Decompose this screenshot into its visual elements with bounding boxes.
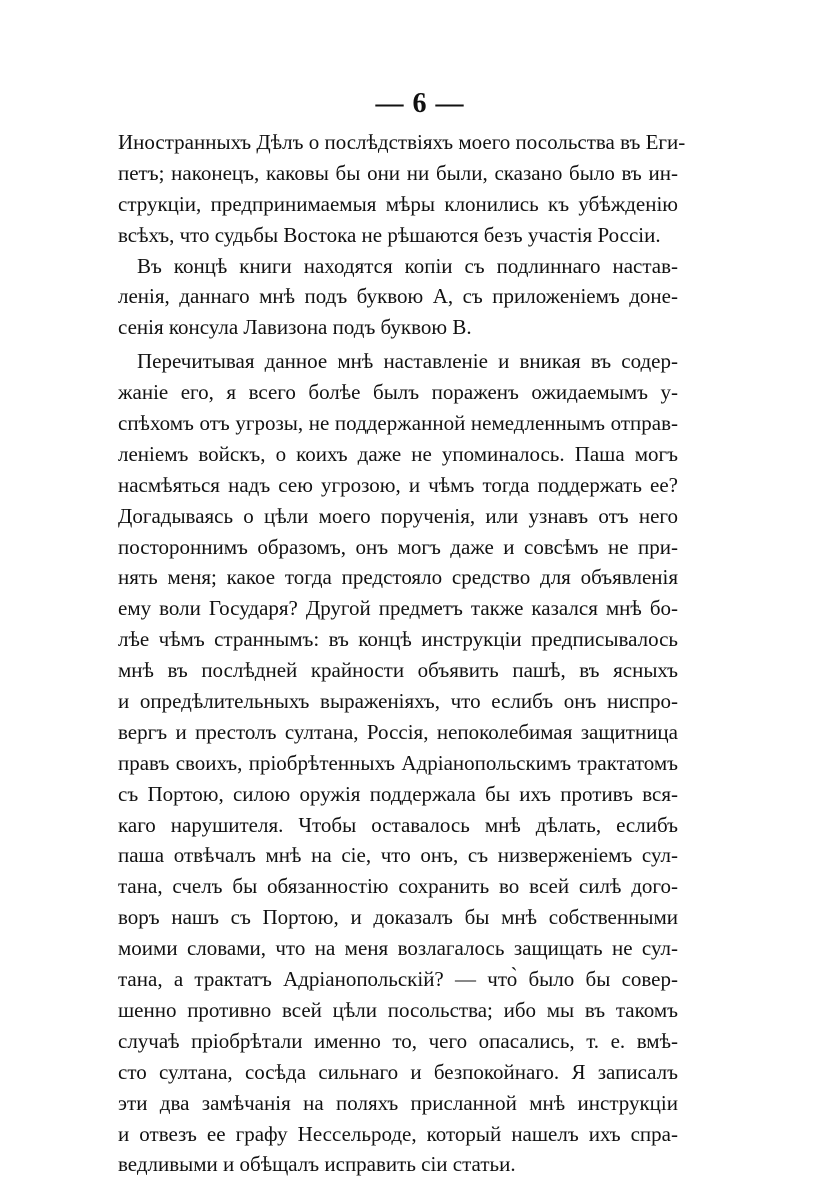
paragraph <box>118 346 678 1180</box>
text-line: каго нарушителя. Чтобы оставалось мнѣ дѣлать, еслибъ <box>118 812 678 837</box>
text-line: моими словами, что на меня возлагалось защищать не сул- <box>118 936 678 961</box>
text-line: Въ концѣ книги находятся копіи съ подлиннаго настав- <box>137 253 678 278</box>
text-line: правъ своихъ, пріобрѣтенныхъ Адріанопольскимъ трактатомъ <box>118 750 678 775</box>
text-line: струкціи, предпринимаемыя мѣры клонились къ убѣжденію <box>118 191 678 216</box>
text-line: Догадываясь о цѣли моего порученія, или узнавъ отъ него <box>118 503 678 528</box>
text-line: ему воли Государя? Другой предметъ также казался мнѣ бо- <box>118 596 678 621</box>
text-line: ленія, даннаго мнѣ подъ буквою А, съ приложеніемъ доне- <box>118 284 678 309</box>
body-text <box>118 127 686 1180</box>
paragraph <box>118 127 686 251</box>
text-line: мнѣ въ послѣдней крайности объявить пашѣ, въ ясныхъ <box>118 658 678 683</box>
text-line: Перечитывая данное мнѣ наставленіе и вникая въ содер- <box>137 349 678 374</box>
page-number: — 6 — <box>375 88 465 119</box>
text-line: насмѣяться надъ сею угрозою, и чѣмъ тогда поддержать ее? <box>118 472 678 497</box>
text-line: петъ; наконецъ, каковы бы они ни были, сказано было въ ин- <box>118 160 678 185</box>
text-line: паша отвѣчалъ мнѣ на сіе, что онъ, съ низверженіемъ сул- <box>118 843 678 868</box>
text-line: шенно противно всей цѣли посольства; ибо мы въ такомъ <box>118 997 678 1022</box>
paragraph <box>118 251 678 344</box>
text-line: леніемъ войскъ, о коихъ даже не упоминалось. Паша могъ <box>118 441 678 466</box>
text-line: вергъ и престолъ султана, Россія, непоколебимая защитница <box>118 719 678 744</box>
text-line: лѣе чѣмъ страннымъ: въ концѣ инструкціи предписывалось <box>118 627 678 652</box>
text-line: всѣхъ, что судьбы Востока не рѣшаются безъ участія Россіи. <box>118 222 661 247</box>
text-line: воръ нашъ съ Портою, и доказалъ бы мнѣ собственными <box>118 905 678 930</box>
text-line: тана, счелъ бы обязанностію сохранить во всей силѣ дого- <box>118 874 678 899</box>
text-line: съ Портою, силою оружія поддержала бы ихъ противъ вся- <box>118 781 678 806</box>
text-line: сто султана, сосѣда сильнаго и безпокойнаго. Я записалъ <box>118 1059 678 1084</box>
text-line: ведливыми и обѣщалъ исправить сіи статьи. <box>118 1152 516 1177</box>
text-line: случаѣ пріобрѣтали именно то, чего опасались, т. е. вмѣ- <box>118 1028 678 1053</box>
text-line: и опредѣлительныхъ выраженіяхъ, что еслибъ онъ ниспро- <box>118 689 678 714</box>
text-line: сенія консула Лавизона подъ буквою В. <box>118 315 472 340</box>
text-line: жаніе его, я всего болѣе былъ пораженъ ожидаемымъ у- <box>118 380 678 405</box>
text-line: тана, а трактатъ Адріанопольскій? — что̀ было бы совер- <box>118 967 678 992</box>
text-line: Иностранныхъ Дѣлъ о послѣдствіяхъ моего посольства въ Еги- <box>118 130 686 154</box>
text-line: и отвезъ ее графу Нессельроде, который нашелъ ихъ спра- <box>118 1121 678 1146</box>
text-line: эти два замѣчанія на поляхъ присланной мнѣ инструкціи <box>118 1090 678 1115</box>
text-line: спѣхомъ отъ угрозы, не поддержанной немедленнымъ отправ- <box>118 411 678 436</box>
text-line: постороннимъ образомъ, онъ могъ даже и совсѣмъ не при- <box>118 534 678 559</box>
text-line: нять меня; какое тогда предстояло средство для объявленія <box>118 565 678 590</box>
